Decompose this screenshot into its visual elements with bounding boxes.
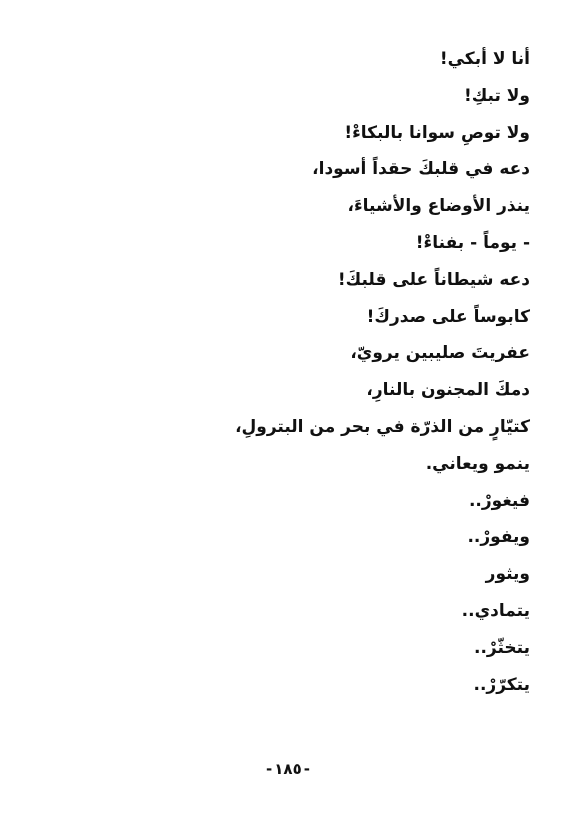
poem-line: عفريتَ صليبين يرويّ، xyxy=(350,343,530,364)
poem-line: يتكرّرْ.. xyxy=(473,674,530,695)
poem-text xyxy=(50,48,530,710)
poem-line: - يوماً - بفناءْ! xyxy=(415,232,530,253)
poem-line: كتيّارٍ من الذرّة في بحر من البترولِ، xyxy=(235,416,530,437)
page-number xyxy=(0,760,576,778)
poem-line: دعه في قلبكَ حقداً أسودا، xyxy=(312,159,530,180)
page-number-dash-left: - xyxy=(303,760,310,778)
poem-line: ولا تبكِ! xyxy=(463,85,530,106)
poem-line: ويفورْ.. xyxy=(467,527,530,548)
poem-line: كابوساً على صدركَ! xyxy=(366,306,530,327)
poem-line: ينذر الأوضاع والأشياءَ، xyxy=(347,196,530,217)
poem-line: فيغورْ.. xyxy=(468,490,530,511)
poem-line: أنا لا أبكي! xyxy=(439,49,530,69)
poem-line: يتمادي.. xyxy=(461,600,530,621)
poem-line: دعه شيطاناً على قلبكَ! xyxy=(337,269,530,290)
page-number-value: ١٨٥ xyxy=(274,760,302,778)
poem-line: يتخثّرْ.. xyxy=(473,637,530,658)
poem-line: ولا توصِ سوانا بالبكاءْ! xyxy=(344,122,530,143)
poem-line: ينمو ويعاني. xyxy=(425,453,530,474)
poem-line: ويثور xyxy=(485,564,530,585)
poem-line: دمكَ المجنون بالنارِ، xyxy=(366,380,530,401)
page-number-dash-right: - xyxy=(266,760,273,778)
